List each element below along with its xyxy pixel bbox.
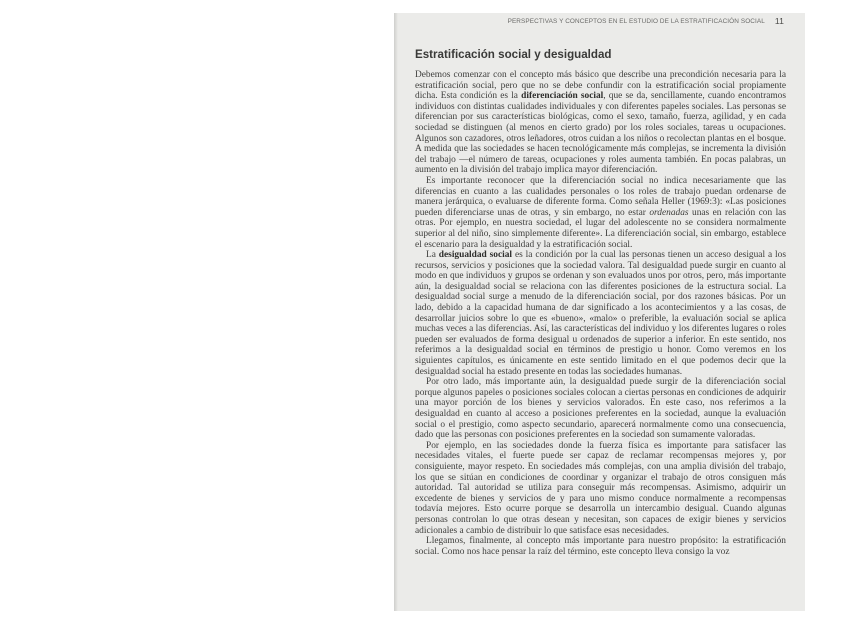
paragraph-2: Es importante reconocer que la diferenciación social no indica necesariamente que las diferencias en cuanto a las cualidades personales o los roles de trabajo puedan ordenarse de manera jerárquica, o evaluarse de diferente forma. Como señala Heller (1969:3): «Las posiciones pueden diferenciarse unas de otras, y sin embargo, no estar ordenadas unas en relación con las otras. Por ejemplo, en nuestra sociedad, el lugar del adolescente no se considera normalmente superior al del niño, sino simplemente diferente». La diferenciación social, sin embargo, establece el escenario para la desigualdad y la estratificación social. (415, 175, 786, 250)
running-head (466, 16, 784, 26)
section-title: Estratificación social y desigualdad (415, 48, 612, 61)
running-head-text: PERSPECTIVAS Y CONCEPTOS EN EL ESTUDIO DE LA ESTRATIFICACIÓN SOCIAL (507, 18, 765, 25)
paragraph-1: Debemos comenzar con el concepto más básico que describe una precondición necesaria para la estratificación social, pero que no se debe confundir con la estratificación social propiamente dicha. Esta condición es la diferenciación social, que se da, sencillamente, cuando encontramos individuos con distintas cualidades individuales y con diferentes papeles sociales. Las personas se diferencian por sus características biológicas, como el sexo, tamaño, fuerza, agilidad, y en cada sociedad se distinguen (al menos en cierto grado) por los roles sociales, tareas u ocupaciones. Algunos son cazadores, otros leñadores, otros cuidan a los niños o recolectan plantas en el bosque. A medida que las sociedades se hacen tecnológicamente más complejas, se incrementa la división del trabajo —el número de tareas, ocupaciones y roles aumenta también. En pocas palabras, un aumento en la división del trabajo implica mayor diferenciación. (415, 70, 786, 176)
term-desigualdad-social: desigualdad social (438, 250, 513, 261)
paragraph-6: Llegamos, finalmente, al concepto más importante para nuestro propósito: la estratificación social. Como nos hace pensar la raíz del término, este concepto lleva consigo la voz (415, 536, 786, 557)
body-text (415, 70, 786, 557)
paragraph-3: La desigualdad social es la condición por la cual las personas tienen un acceso desigual a los recursos, servicios y posiciones que la sociedad valora. Tal desigualdad puede surgir en cuanto al modo en que individuos y grupos se ordenan y son evaluados unos por otros, pero, más importante aún, la desigualdad social se relaciona con las diferentes posiciones de la estructura social. La desigualdad social surge a menudo de la diferenciación social, por dos razones básicas. Por un lado, debido a la capacidad humana de dar significado a los acontecimientos y a las cosas, de desarrollar juicios sobre lo que es «bueno», «malo» o preferible, la evaluación social se aplica muchas veces a las diferencias. Así, las características del individuo y los diferentes lugares o roles pueden ser evaluados de forma desigual u ordenados de superior a inferior. En este sentido, nos referimos a la desigualdad social en términos de prestigio u honor. Como veremos en los siguientes capítulos, es únicamente en este sentido limitado en el que podemos decir que la desigualdad social ha estado presente en todas las sociedades humanas. (415, 250, 786, 377)
page-number: 11 (774, 16, 784, 26)
term-diferenciacion-social: diferenciación social (521, 91, 604, 102)
book-page (394, 13, 805, 611)
paragraph-4: Por otro lado, más importante aún, la desigualdad puede surgir de la diferenciación social porque algunos papeles o posiciones sociales colocan a ciertas personas en condiciones de adquirir una mayor porción de los bienes y servicios valorados. En este caso, nos referimos a la desigualdad en cuanto al acceso a posiciones preferentes en la sociedad, aunque la evaluación social o el prestigio, como aspecto secundario, aparecerá normalmente como una consecuencia, dado que las personas con posiciones preferentes en la sociedad son sumamente valoradas. (415, 377, 786, 441)
page-gutter-shadow (394, 13, 398, 611)
emphasis-ordenadas: ordenadas (649, 207, 689, 218)
paragraph-5: Por ejemplo, en las sociedades donde la fuerza física es importante para satisfacer las necesidades vitales, el fuerte puede ser capaz de reclamar recompensas mejores y, por consiguiente, mayor respeto. En sociedades más complejas, con una amplia división del trabajo, los que se sitúan en condiciones de coordinar y organizar el trabajo de otros consiguen más autoridad. Tal autoridad se utiliza para conseguir más recompensas. Asimismo, adquirir un excedente de bienes y servicios de y para uno mismo conduce normalmente a recompensas todavía mejores. Esto ocurre porque se desarrolla un intercambio desigual. Cuando algunas personas controlan lo que otras desean y necesitan, son capaces de exigir bienes y servicios adicionales a cambio de distribuir lo que satisface esas necesidades. (415, 440, 786, 536)
